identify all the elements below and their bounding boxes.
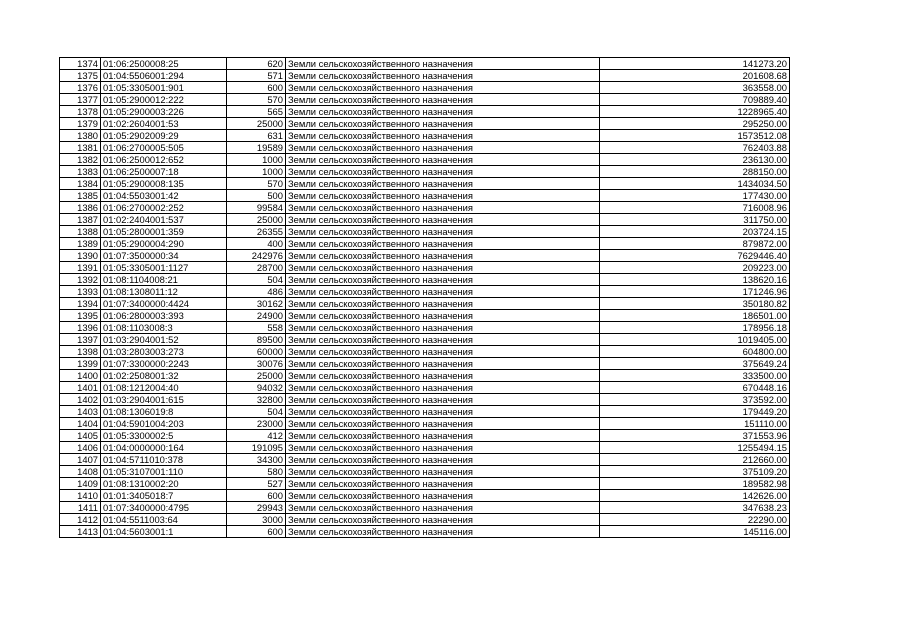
land-category-cell: Земли сельскохозяйственного назначения [286,514,600,526]
table-row [60,346,790,358]
row-number-cell: 1378 [60,106,101,118]
row-number-cell: 1374 [60,58,101,70]
land-category-cell: Земли сельскохозяйственного назначения [286,70,600,82]
cadastral-value-cell: 178956.18 [600,322,790,334]
table-row [60,142,790,154]
row-number-cell: 1398 [60,346,101,358]
land-category-cell: Земли сельскохозяйственного назначения [286,490,600,502]
table-row [60,274,790,286]
land-category-cell: Земли сельскохозяйственного назначения [286,526,600,538]
area-cell: 25000 [227,370,286,382]
table-row [60,502,790,514]
row-number-cell: 1412 [60,514,101,526]
area-cell: 30162 [227,298,286,310]
area-cell: 400 [227,238,286,250]
cadastral-number-cell: 01:08:1212004:40 [101,382,227,394]
cadastral-value-cell: 879872.00 [600,238,790,250]
table-row [60,526,790,538]
area-cell: 600 [227,526,286,538]
table-row [60,478,790,490]
cadastral-value-cell: 347638.23 [600,502,790,514]
area-cell: 1000 [227,154,286,166]
cadastral-value-cell: 1019405.00 [600,334,790,346]
land-category-cell: Земли сельскохозяйственного назначения [286,298,600,310]
table-row [60,394,790,406]
land-category-cell: Земли сельскохозяйственного назначения [286,82,600,94]
land-category-cell: Земли сельскохозяйственного назначения [286,370,600,382]
cadastral-number-cell: 01:04:5711010:378 [101,454,227,466]
area-cell: 412 [227,430,286,442]
table-row [60,166,790,178]
table-row [60,250,790,262]
cadastral-number-cell: 01:07:3300000:2243 [101,358,227,370]
area-cell: 504 [227,406,286,418]
land-category-cell: Земли сельскохозяйственного назначения [286,58,600,70]
area-cell: 28700 [227,262,286,274]
table-row [60,310,790,322]
cadastral-value-cell: 171246.96 [600,286,790,298]
area-cell: 99584 [227,202,286,214]
row-number-cell: 1400 [60,370,101,382]
row-number-cell: 1397 [60,334,101,346]
row-number-cell: 1376 [60,82,101,94]
land-category-cell: Земли сельскохозяйственного назначения [286,214,600,226]
cadastral-value-cell: 716008.96 [600,202,790,214]
land-category-cell: Земли сельскохозяйственного назначения [286,142,600,154]
cadastral-number-cell: 01:07:3400000:4424 [101,298,227,310]
cadastral-number-cell: 01:05:3107001:110 [101,466,227,478]
cadastral-number-cell: 01:05:2800001:359 [101,226,227,238]
cadastral-number-cell: 01:04:5511003:64 [101,514,227,526]
row-number-cell: 1413 [60,526,101,538]
row-number-cell: 1402 [60,394,101,406]
cadastral-number-cell: 01:03:2904001:615 [101,394,227,406]
table-row [60,358,790,370]
table-row [60,226,790,238]
row-number-cell: 1386 [60,202,101,214]
row-number-cell: 1390 [60,250,101,262]
row-number-cell: 1385 [60,190,101,202]
area-cell: 620 [227,58,286,70]
cadastral-number-cell: 01:08:1306019:8 [101,406,227,418]
area-cell: 89500 [227,334,286,346]
cadastral-number-cell: 01:03:2904001:52 [101,334,227,346]
cadastral-number-cell: 01:05:3305001:901 [101,82,227,94]
cadastral-value-cell: 186501.00 [600,310,790,322]
row-number-cell: 1394 [60,298,101,310]
table-row [60,202,790,214]
cadastral-value-cell: 236130.00 [600,154,790,166]
cadastral-value-cell: 138620.16 [600,274,790,286]
cadastral-value-cell: 709889.40 [600,94,790,106]
land-category-cell: Земли сельскохозяйственного назначения [286,178,600,190]
row-number-cell: 1388 [60,226,101,238]
land-category-cell: Земли сельскохозяйственного назначения [286,442,600,454]
land-category-cell: Земли сельскохозяйственного назначения [286,166,600,178]
area-cell: 191095 [227,442,286,454]
area-cell: 26355 [227,226,286,238]
table-row [60,82,790,94]
table-row [60,418,790,430]
area-cell: 3000 [227,514,286,526]
table-row [60,118,790,130]
area-cell: 60000 [227,346,286,358]
cadastral-number-cell: 01:06:2800003:393 [101,310,227,322]
cadastral-number-cell: 01:07:3400000:4795 [101,502,227,514]
row-number-cell: 1405 [60,430,101,442]
land-category-cell: Земли сельскохозяйственного назначения [286,190,600,202]
row-number-cell: 1407 [60,454,101,466]
cadastral-number-cell: 01:03:2803003:273 [101,346,227,358]
area-cell: 486 [227,286,286,298]
cadastral-value-cell: 7629446.40 [600,250,790,262]
row-number-cell: 1393 [60,286,101,298]
land-category-cell: Земли сельскохозяйственного назначения [286,106,600,118]
area-cell: 19589 [227,142,286,154]
land-category-cell: Земли сельскохозяйственного назначения [286,118,600,130]
table-row [60,382,790,394]
land-category-cell: Земли сельскохозяйственного назначения [286,262,600,274]
cadastral-number-cell: 01:04:5503001:42 [101,190,227,202]
area-cell: 24900 [227,310,286,322]
land-category-cell: Земли сельскохозяйственного назначения [286,454,600,466]
table-body [60,58,790,538]
area-cell: 565 [227,106,286,118]
land-category-cell: Земли сельскохозяйственного назначения [286,310,600,322]
row-number-cell: 1383 [60,166,101,178]
area-cell: 600 [227,490,286,502]
cadastral-value-cell: 1573512.08 [600,130,790,142]
cadastral-value-cell: 203724.15 [600,226,790,238]
table-row [60,298,790,310]
cadastral-number-cell: 01:08:1104008:21 [101,274,227,286]
area-cell: 34300 [227,454,286,466]
cadastral-number-cell: 01:06:2700002:252 [101,202,227,214]
area-cell: 94032 [227,382,286,394]
land-category-cell: Земли сельскохозяйственного назначения [286,274,600,286]
area-cell: 570 [227,178,286,190]
row-number-cell: 1409 [60,478,101,490]
cadastral-number-cell: 01:04:5506001:294 [101,70,227,82]
cadastral-value-cell: 670448.16 [600,382,790,394]
land-category-cell: Земли сельскохозяйственного назначения [286,466,600,478]
land-category-cell: Земли сельскохозяйственного назначения [286,226,600,238]
cadastral-value-cell: 142626.00 [600,490,790,502]
row-number-cell: 1377 [60,94,101,106]
land-category-cell: Земли сельскохозяйственного назначения [286,418,600,430]
land-category-cell: Земли сельскохозяйственного назначения [286,394,600,406]
cadastral-value-cell: 350180.82 [600,298,790,310]
row-number-cell: 1411 [60,502,101,514]
table-row [60,466,790,478]
cadastral-value-cell: 295250.00 [600,118,790,130]
cadastral-value-cell: 363558.00 [600,82,790,94]
table-row [60,238,790,250]
land-category-cell: Земли сельскохозяйственного назначения [286,358,600,370]
row-number-cell: 1410 [60,490,101,502]
land-category-cell: Земли сельскохозяйственного назначения [286,238,600,250]
row-number-cell: 1375 [60,70,101,82]
table-row [60,286,790,298]
table-row [60,370,790,382]
cadastral-number-cell: 01:06:2500012:652 [101,154,227,166]
area-cell: 32800 [227,394,286,406]
land-category-cell: Земли сельскохозяйственного назначения [286,346,600,358]
row-number-cell: 1404 [60,418,101,430]
cadastral-number-cell: 01:02:2604001:53 [101,118,227,130]
area-cell: 25000 [227,118,286,130]
cadastral-number-cell: 01:06:2700005:505 [101,142,227,154]
row-number-cell: 1384 [60,178,101,190]
area-cell: 23000 [227,418,286,430]
row-number-cell: 1391 [60,262,101,274]
cadastral-value-cell: 22290.00 [600,514,790,526]
land-category-cell: Земли сельскохозяйственного назначения [286,382,600,394]
land-category-cell: Земли сельскохозяйственного назначения [286,250,600,262]
land-category-cell: Земли сельскохозяйственного назначения [286,430,600,442]
cadastral-value-cell: 375109.20 [600,466,790,478]
area-cell: 1000 [227,166,286,178]
cadastral-number-cell: 01:04:5901004:203 [101,418,227,430]
area-cell: 558 [227,322,286,334]
cadastral-number-cell: 01:05:2900008:135 [101,178,227,190]
land-category-cell: Земли сельскохозяйственного назначения [286,406,600,418]
cadastral-number-cell: 01:08:1310002:20 [101,478,227,490]
table-row [60,178,790,190]
table-row [60,514,790,526]
cadastral-value-cell: 1228965.40 [600,106,790,118]
area-cell: 527 [227,478,286,490]
row-number-cell: 1396 [60,322,101,334]
area-cell: 580 [227,466,286,478]
row-number-cell: 1379 [60,118,101,130]
cadastral-number-cell: 01:01:3405018:7 [101,490,227,502]
cadastral-number-cell: 01:04:0000000:164 [101,442,227,454]
area-cell: 29943 [227,502,286,514]
cadastral-value-cell: 212660.00 [600,454,790,466]
row-number-cell: 1389 [60,238,101,250]
row-number-cell: 1399 [60,358,101,370]
table-row [60,322,790,334]
cadastral-number-cell: 01:05:2900012:222 [101,94,227,106]
table-row [60,94,790,106]
land-category-cell: Земли сельскохозяйственного назначения [286,334,600,346]
row-number-cell: 1380 [60,130,101,142]
cadastral-value-cell: 151110.00 [600,418,790,430]
area-cell: 504 [227,274,286,286]
row-number-cell: 1381 [60,142,101,154]
cadastral-number-cell: 01:05:3305001:1127 [101,262,227,274]
cadastral-value-cell: 311750.00 [600,214,790,226]
cadastral-number-cell: 01:05:2900003:226 [101,106,227,118]
table-row [60,454,790,466]
land-category-cell: Земли сельскохозяйственного назначения [286,502,600,514]
cadastral-number-cell: 01:04:5603001:1 [101,526,227,538]
table-row [60,262,790,274]
cadastral-number-cell: 01:07:3500000:34 [101,250,227,262]
cadastral-value-cell: 141273.20 [600,58,790,70]
table-row [60,334,790,346]
table-row [60,490,790,502]
row-number-cell: 1387 [60,214,101,226]
cadastral-number-cell: 01:05:2900004:290 [101,238,227,250]
row-number-cell: 1395 [60,310,101,322]
table-row [60,70,790,82]
cadastral-number-cell: 01:06:2500008:25 [101,58,227,70]
area-cell: 571 [227,70,286,82]
cadastral-number-cell: 01:02:2508001:32 [101,370,227,382]
area-cell: 500 [227,190,286,202]
cadastral-value-cell: 604800.00 [600,346,790,358]
cadastral-value-cell: 1255494.15 [600,442,790,454]
cadastral-value-cell: 201608.68 [600,70,790,82]
table-row [60,442,790,454]
cadastral-value-cell: 371553.96 [600,430,790,442]
cadastral-number-cell: 01:08:1103008:3 [101,322,227,334]
cadastral-value-cell: 177430.00 [600,190,790,202]
cadastral-value-cell: 209223.00 [600,262,790,274]
land-category-cell: Земли сельскохозяйственного назначения [286,478,600,490]
row-number-cell: 1403 [60,406,101,418]
land-category-cell: Земли сельскохозяйственного назначения [286,94,600,106]
area-cell: 242976 [227,250,286,262]
cadastral-value-cell: 189582.98 [600,478,790,490]
table-row [60,58,790,70]
table-row [60,406,790,418]
cadastral-value-cell: 288150.00 [600,166,790,178]
table-row [60,154,790,166]
land-category-cell: Земли сельскохозяйственного назначения [286,154,600,166]
area-cell: 631 [227,130,286,142]
cadastral-value-cell: 179449.20 [600,406,790,418]
cadastral-value-cell: 375649.24 [600,358,790,370]
area-cell: 25000 [227,214,286,226]
table-row [60,430,790,442]
land-category-cell: Земли сельскохозяйственного назначения [286,286,600,298]
cadastral-value-cell: 762403.88 [600,142,790,154]
land-registry-table [59,57,790,538]
land-category-cell: Земли сельскохозяйственного назначения [286,130,600,142]
cadastral-number-cell: 01:06:2500007:18 [101,166,227,178]
table-row [60,130,790,142]
cadastral-value-cell: 1434034.50 [600,178,790,190]
area-cell: 600 [227,82,286,94]
cadastral-number-cell: 01:08:1308011:12 [101,286,227,298]
row-number-cell: 1392 [60,274,101,286]
table-row [60,214,790,226]
cadastral-value-cell: 373592.00 [600,394,790,406]
area-cell: 570 [227,94,286,106]
cadastral-value-cell: 145116.00 [600,526,790,538]
row-number-cell: 1408 [60,466,101,478]
land-category-cell: Земли сельскохозяйственного назначения [286,322,600,334]
cadastral-number-cell: 01:05:3300002:5 [101,430,227,442]
table-row [60,190,790,202]
row-number-cell: 1401 [60,382,101,394]
cadastral-value-cell: 333500.00 [600,370,790,382]
row-number-cell: 1382 [60,154,101,166]
cadastral-number-cell: 01:05:2902009:29 [101,130,227,142]
table-row [60,106,790,118]
area-cell: 30076 [227,358,286,370]
row-number-cell: 1406 [60,442,101,454]
land-category-cell: Земли сельскохозяйственного назначения [286,202,600,214]
cadastral-number-cell: 01:02:2404001:537 [101,214,227,226]
